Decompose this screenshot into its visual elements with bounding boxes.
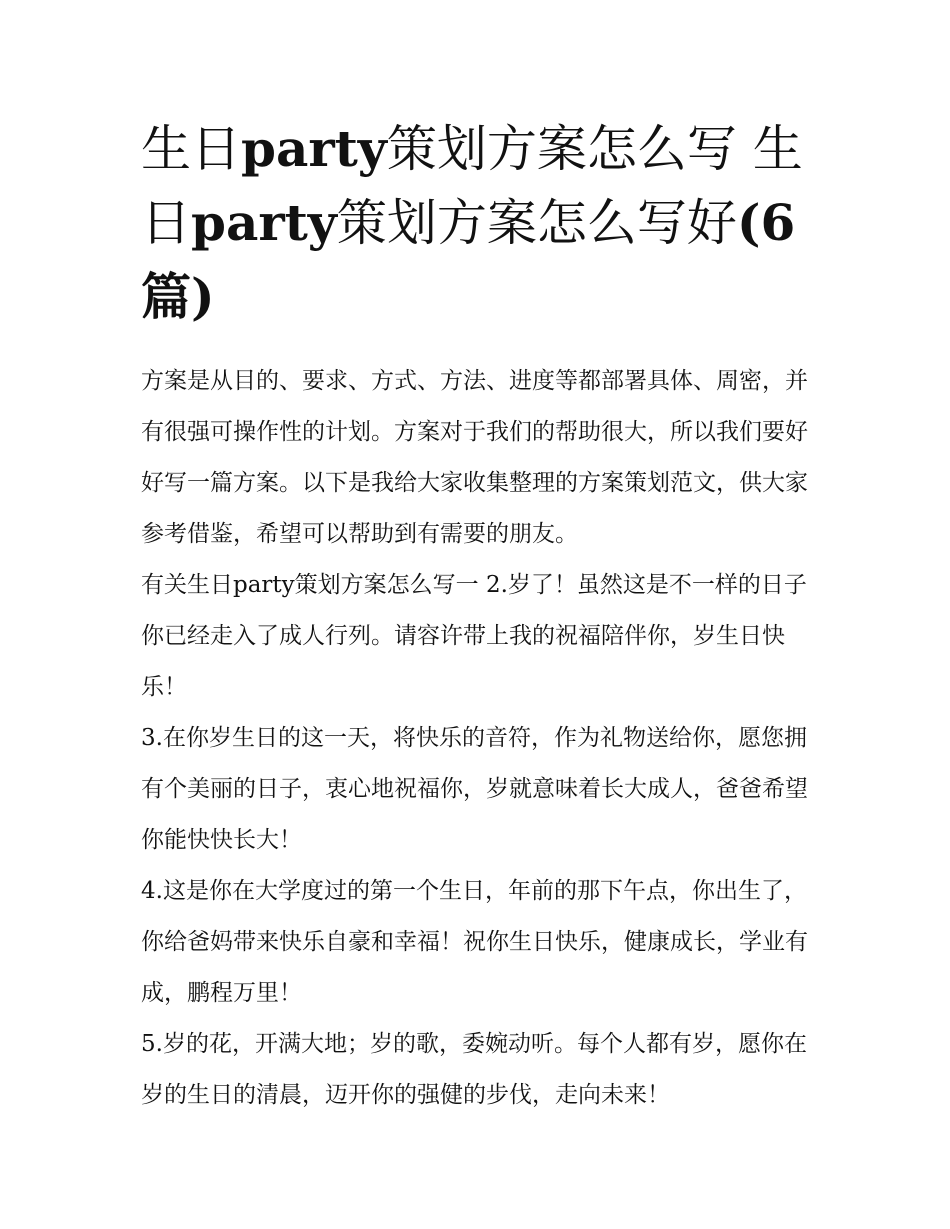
paragraph-item: 3.在你岁生日的这一天，将快乐的音符，作为礼物送给你，愿您拥有个美丽的日子，衷心地祝福你，岁就意味着长大成人，爸爸希望你能快快长大！ [141,725,808,853]
paragraph-intro: 方案是从目的、要求、方式、方法、进度等都部署具体、周密，并有很强可操作性的计划。方案对于我们的帮助很大，所以我们要好好写一篇方案。以下是我给大家收集整理的方案策划范文，供大家参考借鉴，希望可以帮助到有需要的朋友。 [141,368,808,547]
paragraph-item: 4.这是你在大学度过的第一个生日，年前的那下午点，你出生了，你给爸妈带来快乐自豪和幸福！祝你生日快乐，健康成长，学业有成，鹏程万里！ [141,878,808,1006]
paragraph-item: 有关生日party策划方案怎么写一 2.岁了！虽然这是不一样的日子你已经走入了成人行列。请容许带上我的祝福陪伴你，岁生日快乐！ [141,572,807,700]
document-body [141,356,813,1121]
document-page [141,112,813,1121]
document-title: 生日party策划方案怎么写 生日party策划方案怎么写好(6篇) [141,119,803,326]
paragraph-item: 5.岁的花，开满大地；岁的歌，委婉动听。每个人都有岁，愿你在岁的生日的清晨，迈开你的强健的步伐，走向未来！ [141,1031,807,1108]
